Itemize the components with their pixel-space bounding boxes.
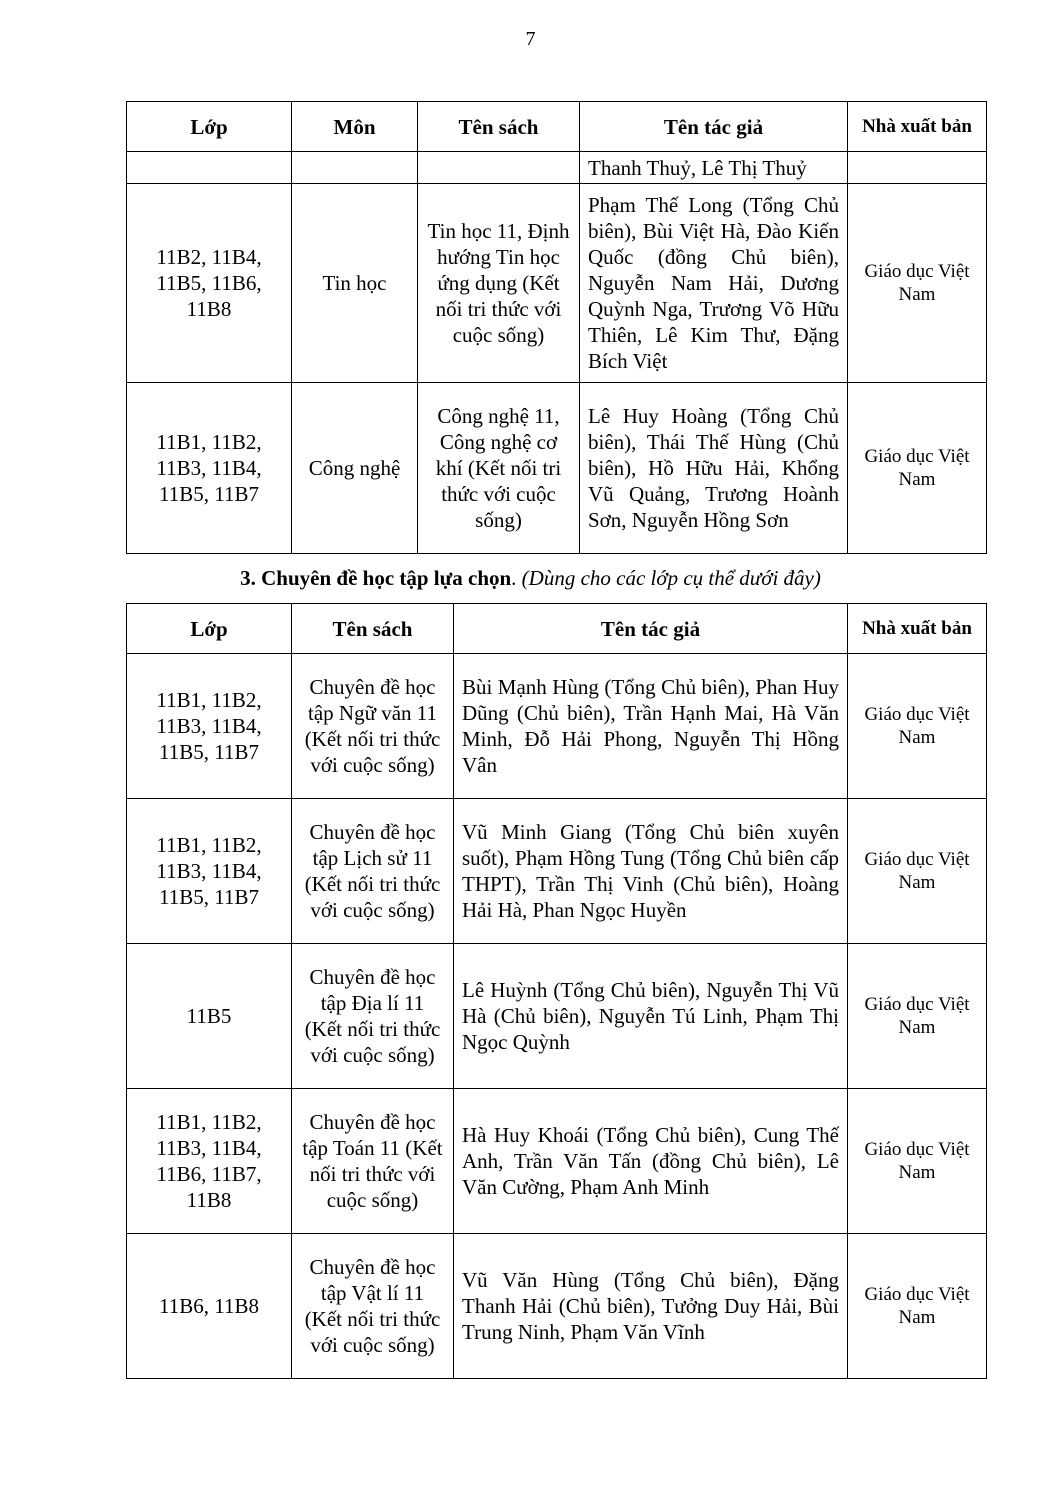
cell-book: Chuyên đề học tập Toán 11 (Kết nối tri thức với cuộc sống)	[292, 1089, 454, 1234]
cell-author: Bùi Mạnh Hùng (Tổng Chủ biên), Phan Huy Dũng (Chủ biên), Trần Hạnh Mai, Hà Văn Minh, Đỗ Hải Phong, Nguyễn Thị Hồng Vân	[454, 654, 848, 799]
cell-class	[127, 152, 292, 184]
cell-book: Chuyên đề học tập Ngữ văn 11 (Kết nối tri thức với cuộc sống)	[292, 654, 454, 799]
table-row	[127, 654, 987, 799]
cell-subject: Công nghệ	[292, 383, 418, 554]
section-heading	[0, 566, 1061, 591]
cell-class: 11B1, 11B2, 11B3, 11B4, 11B5, 11B7	[127, 654, 292, 799]
cell-author: Vũ Văn Hùng (Tổng Chủ biên), Đặng Thanh Hải (Chủ biên), Tưởng Duy Hải, Bùi Trung Ninh, Phạm Văn Vĩnh	[454, 1234, 848, 1379]
header-class: Lớp	[127, 604, 292, 654]
table-row	[127, 184, 987, 383]
cell-publisher: Giáo dục Việt Nam	[848, 1089, 987, 1234]
cell-publisher: Giáo dục Việt Nam	[848, 383, 987, 554]
header-publisher: Nhà xuất bản	[848, 102, 987, 152]
cell-publisher: Giáo dục Việt Nam	[848, 184, 987, 383]
cell-book	[418, 152, 580, 184]
section-note: (Dùng cho các lớp cụ thể dưới đây)	[521, 566, 821, 590]
cell-subject: Tin học	[292, 184, 418, 383]
cell-class: 11B1, 11B2, 11B3, 11B4, 11B5, 11B7	[127, 383, 292, 554]
section-title: 3. Chuyên đề học tập lựa chọn	[240, 566, 512, 590]
table-row	[127, 1234, 987, 1379]
cell-class: 11B2, 11B4, 11B5, 11B6, 11B8	[127, 184, 292, 383]
table-header-row	[127, 102, 987, 152]
cell-author: Hà Huy Khoái (Tổng Chủ biên), Cung Thế Anh, Trần Văn Tấn (đồng Chủ biên), Lê Văn Cường, Phạm Anh Minh	[454, 1089, 848, 1234]
table-row	[127, 799, 987, 944]
topic-book-table	[126, 603, 987, 1379]
cell-book: Chuyên đề học tập Vật lí 11 (Kết nối tri thức với cuộc sống)	[292, 1234, 454, 1379]
cell-class: 11B1, 11B2, 11B3, 11B4, 11B6, 11B7, 11B8	[127, 1089, 292, 1234]
cell-book: Tin học 11, Định hướng Tin học ứng dụng (Kết nối tri thức với cuộc sống)	[418, 184, 580, 383]
header-author: Tên tác giả	[454, 604, 848, 654]
cell-author: Thanh Thuỷ, Lê Thị Thuỷ	[580, 152, 848, 184]
cell-author: Vũ Minh Giang (Tổng Chủ biên xuyên suốt), Phạm Hồng Tung (Tổng Chủ biên cấp THPT), Trần Thị Vinh (Chủ biên), Hoàng Hải Hà, Phan Ngọc Huyền	[454, 799, 848, 944]
cell-class: 11B1, 11B2, 11B3, 11B4, 11B5, 11B7	[127, 799, 292, 944]
cell-book: Chuyên đề học tập Địa lí 11 (Kết nối tri thức với cuộc sống)	[292, 944, 454, 1089]
page-number: 7	[525, 28, 536, 50]
cell-book: Chuyên đề học tập Lịch sử 11 (Kết nối tri thức với cuộc sống)	[292, 799, 454, 944]
header-subject: Môn	[292, 102, 418, 152]
cell-publisher	[848, 152, 987, 184]
section-separator: .	[511, 566, 522, 590]
cell-book: Công nghệ 11, Công nghệ cơ khí (Kết nối tri thức với cuộc sống)	[418, 383, 580, 554]
cell-class: 11B5	[127, 944, 292, 1089]
header-publisher: Nhà xuất bản	[848, 604, 987, 654]
header-book: Tên sách	[418, 102, 580, 152]
cell-author: Lê Huỳnh (Tổng Chủ biên), Nguyễn Thị Vũ Hà (Chủ biên), Nguyễn Tú Linh, Phạm Thị Ngọc Quỳnh	[454, 944, 848, 1089]
cell-author: Phạm Thế Long (Tổng Chủ biên), Bùi Việt Hà, Đào Kiến Quốc (đồng Chủ biên), Nguyễn Nam Hải, Dương Quỳnh Nga, Trương Võ Hữu Thiên, Lê Kim Thư, Đặng Bích Việt	[580, 184, 848, 383]
table-row-continued	[127, 152, 987, 184]
table-row	[127, 1089, 987, 1234]
table-row	[127, 383, 987, 554]
cell-author: Lê Huy Hoàng (Tổng Chủ biên), Thái Thế Hùng (Chủ biên), Hồ Hữu Hải, Khổng Vũ Quảng, Trương Hoành Sơn, Nguyễn Hồng Sơn	[580, 383, 848, 554]
textbook-table	[126, 101, 987, 554]
table-header-row	[127, 604, 987, 654]
cell-publisher: Giáo dục Việt Nam	[848, 799, 987, 944]
cell-publisher: Giáo dục Việt Nam	[848, 654, 987, 799]
cell-publisher: Giáo dục Việt Nam	[848, 944, 987, 1089]
cell-subject	[292, 152, 418, 184]
table-row	[127, 944, 987, 1089]
header-book: Tên sách	[292, 604, 454, 654]
cell-class: 11B6, 11B8	[127, 1234, 292, 1379]
header-author: Tên tác giả	[580, 102, 848, 152]
header-class: Lớp	[127, 102, 292, 152]
cell-publisher: Giáo dục Việt Nam	[848, 1234, 987, 1379]
